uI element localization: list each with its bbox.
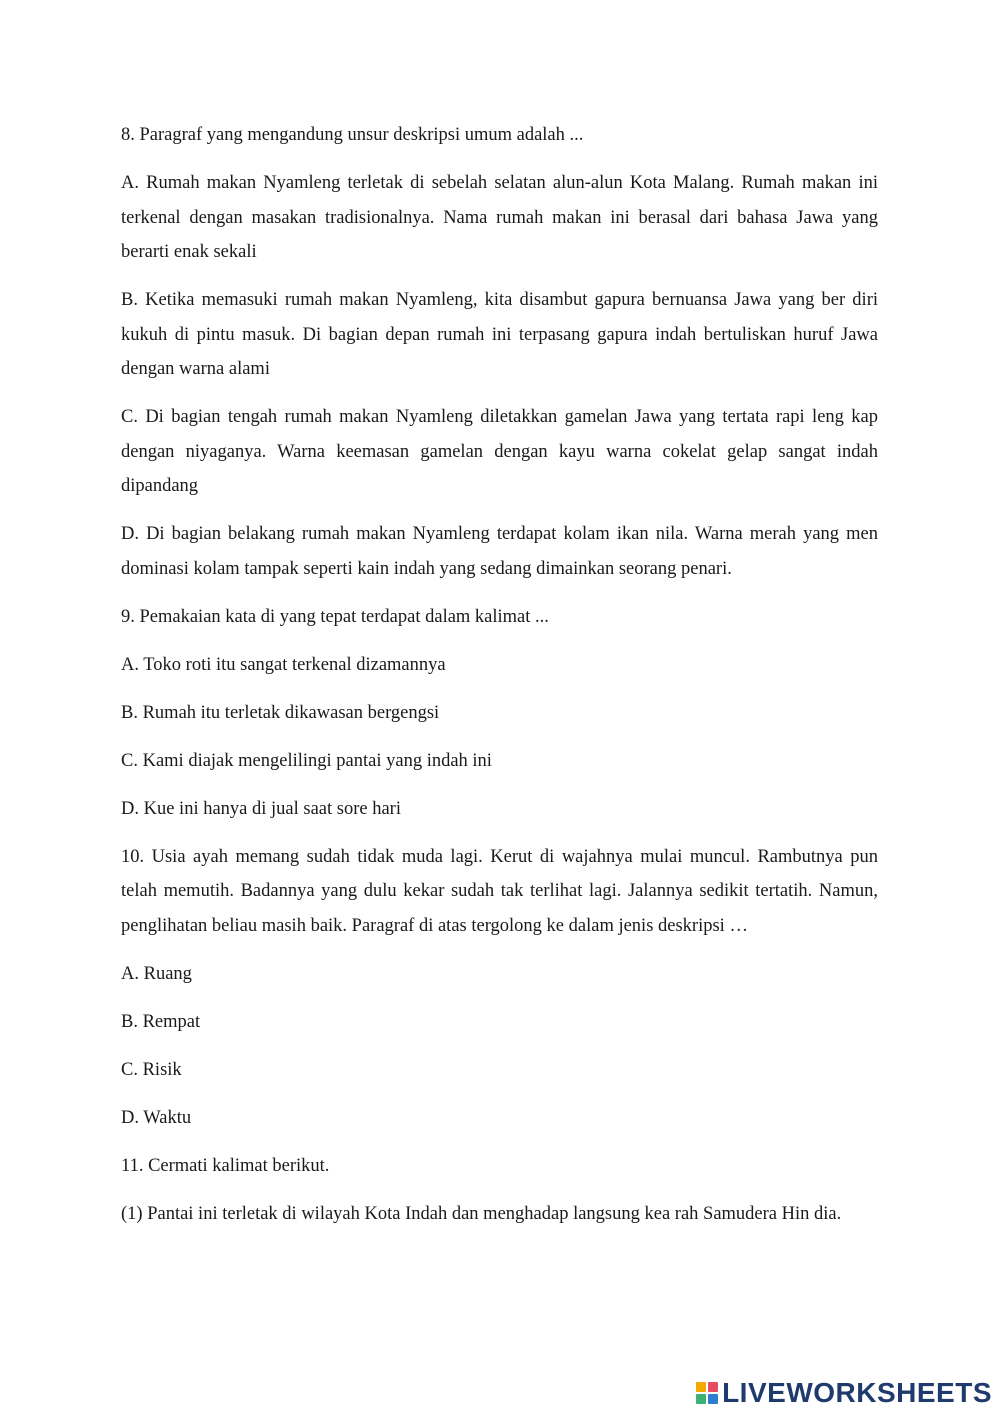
question-9: 9. Pemakaian kata di yang tepat terdapat dalam kalimat ... bbox=[121, 606, 549, 627]
question-8-option-d: D. Di bagian belakang rumah makan Nyamleng terdapat kolam ikan nila. Warna merah yang men dominasi kolam tampak seperti kain indah yang sedang dimainkan seorang penari. bbox=[121, 524, 878, 579]
question-8-option-b: B. Ketika memasuki rumah makan Nyamleng, kita disambut gapura bernuansa Jawa yang ber diri kukuh di pintu masuk. Di bagian depan rumah ini terpasang gapura indah bertuliskan huruf Jawa dengan warna alami bbox=[121, 290, 878, 379]
question-10-option-a: A. Ruang bbox=[121, 963, 192, 984]
question-9-option-c: C. Kami diajak mengelilingi pantai yang indah ini bbox=[121, 750, 492, 771]
question-10-option-b: B. Rempat bbox=[121, 1011, 201, 1032]
question-10-option-d: D. Waktu bbox=[121, 1107, 192, 1128]
worksheet-page bbox=[121, 118, 878, 1245]
question-9-option-b: B. Rumah itu terletak dikawasan bergengsi bbox=[121, 702, 440, 723]
question-11-sentence-1: (1) Pantai ini terletak di wilayah Kota Indah dan menghadap langsung kea rah Samudera Hin dia. bbox=[121, 1203, 842, 1224]
question-8: 8. Paragraf yang mengandung unsur deskripsi umum adalah ... bbox=[121, 125, 584, 145]
logo-square-4 bbox=[708, 1394, 718, 1404]
liveworksheets-logo-text: LIVEWORKSHEETS bbox=[722, 1377, 992, 1408]
logo-square-3 bbox=[696, 1394, 706, 1404]
liveworksheets-logo-icon bbox=[696, 1382, 718, 1404]
question-9-option-a: A. Toko roti itu sangat terkenal dizamannya bbox=[121, 654, 446, 675]
question-10-option-c: C. Risik bbox=[121, 1059, 182, 1080]
question-10: 10. Usia ayah memang sudah tidak muda lagi. Kerut di wajahnya mulai muncul. Rambutnya pun telah memutih. Badannya yang dulu kekar sudah tak terlihat lagi. Jalannya sedikit tertatih. Namun, penglihatan beliau masih baik. Paragraf di atas tergolong ke dalam jenis deskripsi … bbox=[121, 846, 878, 936]
logo-square-1 bbox=[696, 1382, 706, 1392]
logo-square-2 bbox=[708, 1382, 718, 1392]
liveworksheets-logo bbox=[696, 1377, 992, 1409]
question-11: 11. Cermati kalimat berikut. bbox=[121, 1155, 330, 1176]
question-9-option-d: D. Kue ini hanya di jual saat sore hari bbox=[121, 798, 401, 819]
question-8-option-c: C. Di bagian tengah rumah makan Nyamleng diletakkan gamelan Jawa yang tertata rapi leng kap dengan niyaganya. Warna keemasan gamelan dengan kayu warna cokelat gelap sangat indah dipandang bbox=[121, 407, 878, 496]
question-8-option-a: A. Rumah makan Nyamleng terletak di sebelah selatan alun-alun Kota Malang. Rumah makan ini terkenal dengan masakan tradisionalnya. Nama rumah makan ini berasal dari bahasa Jawa yang berarti enak sekali bbox=[121, 173, 878, 262]
